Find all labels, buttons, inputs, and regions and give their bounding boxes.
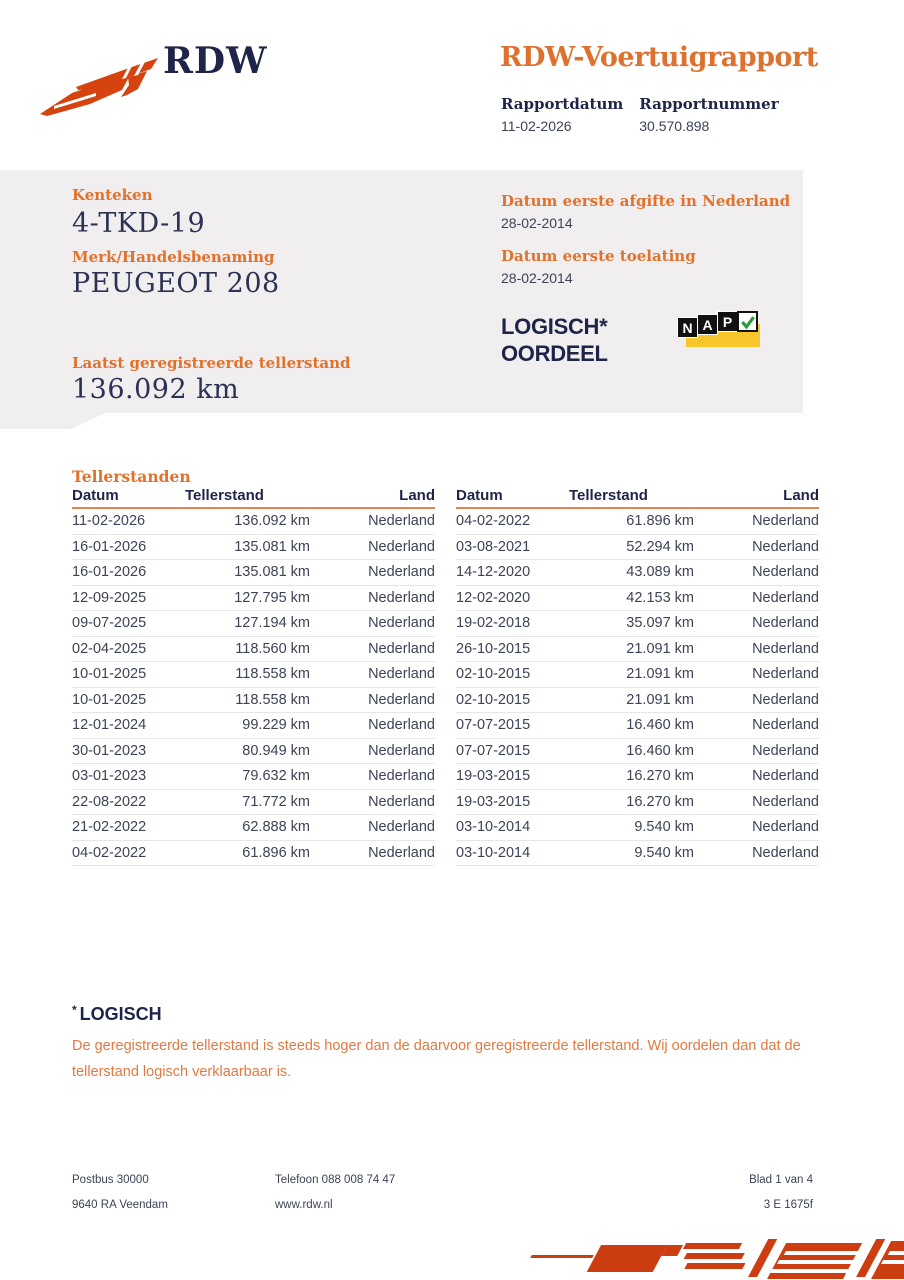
table-row <box>72 841 435 867</box>
table-cell: 04-02-2022 <box>456 513 531 530</box>
col-header-datum: Datum <box>456 487 503 504</box>
table-cell: 11-02-2026 <box>72 513 146 530</box>
summary-box-notch <box>0 413 105 429</box>
table-cell: Nederland <box>368 844 435 861</box>
table-row <box>456 764 819 790</box>
logisch-footnote <box>72 1003 812 1085</box>
table-row <box>456 841 819 867</box>
page-footer <box>72 1168 813 1218</box>
footnote-title-text: LOGISCH <box>79 1004 162 1024</box>
table-row <box>456 560 819 586</box>
tellerstanden-table-right <box>456 487 819 866</box>
col-header-land: Land <box>783 487 819 504</box>
table-cell: 10-01-2025 <box>72 666 147 683</box>
table-cell: 10-01-2025 <box>72 691 147 708</box>
toelating-label: Datum eerste toelating <box>501 247 696 265</box>
table-row <box>72 815 435 841</box>
rdw-logo-icon <box>34 50 164 120</box>
footer-address <box>72 1168 275 1218</box>
footer-doc-code: 3 E 1675f <box>763 1199 813 1211</box>
table-row <box>456 611 819 637</box>
table-cell: Nederland <box>368 768 435 785</box>
report-date-value: 11-02-2026 <box>501 118 572 134</box>
tellerstand-value: 136.092 km <box>72 374 240 405</box>
report-date-label: Rapportdatum <box>501 95 624 113</box>
table-cell: Nederland <box>752 793 819 810</box>
table-cell: 9.540 km <box>634 844 694 861</box>
report-number-block <box>639 95 778 134</box>
table-cell: 03-01-2023 <box>72 768 147 785</box>
rdw-logo-text: RDW <box>163 40 268 82</box>
table-cell: Nederland <box>368 538 435 555</box>
rdw-stripes-decoration-icon <box>520 1232 904 1280</box>
table-row <box>72 790 435 816</box>
table-cell: 19-02-2018 <box>456 615 531 632</box>
table-row <box>72 560 435 586</box>
nap-logo <box>677 310 761 352</box>
table-header-row <box>72 487 435 509</box>
table-row <box>456 688 819 714</box>
footnote-asterisk: * <box>72 1003 77 1017</box>
table-row <box>456 790 819 816</box>
table-cell: 71.772 km <box>242 793 310 810</box>
table-row <box>456 509 819 535</box>
table-cell: 127.194 km <box>234 615 310 632</box>
table-cell: 02-10-2015 <box>456 691 531 708</box>
table-header-row <box>456 487 819 509</box>
table-cell: Nederland <box>752 564 819 581</box>
table-cell: 21-02-2022 <box>72 819 147 836</box>
table-row <box>456 713 819 739</box>
table-cell: 135.081 km <box>234 538 310 555</box>
afgifte-label: Datum eerste afgifte in Nederland <box>501 192 791 210</box>
table-cell: Nederland <box>752 589 819 606</box>
merk-value: PEUGEOT 208 <box>72 268 280 299</box>
table-row <box>456 815 819 841</box>
kenteken-label: Kenteken <box>72 186 153 204</box>
table-cell: Nederland <box>368 742 435 759</box>
table-cell: 118.560 km <box>235 640 310 657</box>
table-cell: 03-10-2014 <box>456 819 531 836</box>
table-cell: 35.097 km <box>626 615 694 632</box>
table-cell: 52.294 km <box>626 538 694 555</box>
table-cell: 12-09-2025 <box>72 589 147 606</box>
oordeel-line2: OORDEEL <box>501 341 608 366</box>
footer-contact <box>275 1168 749 1218</box>
table-cell: 135.081 km <box>234 564 310 581</box>
footer-page-number: Blad 1 van 4 <box>749 1174 813 1186</box>
table-cell: Nederland <box>368 564 435 581</box>
oordeel-verdict <box>501 313 608 367</box>
table-row <box>72 611 435 637</box>
col-header-land: Land <box>399 487 435 504</box>
footer-city: 9640 RA Veendam <box>72 1199 168 1211</box>
table-row <box>456 637 819 663</box>
afgifte-value: 28-02-2014 <box>501 215 573 231</box>
table-cell: Nederland <box>752 691 819 708</box>
table-cell: Nederland <box>368 589 435 606</box>
footnote-body: De geregistreerde tellerstand is steeds hoger dan de daarvoor geregistreerde tellerstand. Wij oordelen dan dat de tellerstand logisch verklaarbaar is. <box>72 1038 801 1080</box>
report-date-block <box>501 95 623 134</box>
table-cell: Nederland <box>368 717 435 734</box>
table-cell: 43.089 km <box>626 564 694 581</box>
table-row <box>456 586 819 612</box>
table-cell: 30-01-2023 <box>72 742 147 759</box>
nap-letter-a: A <box>697 314 718 335</box>
tellerstanden-table-left <box>72 487 435 866</box>
table-cell: Nederland <box>752 717 819 734</box>
table-row <box>72 688 435 714</box>
table-row <box>456 662 819 688</box>
table-cell: Nederland <box>752 819 819 836</box>
tellerstand-label: Laatst geregistreerde tellerstand <box>72 354 351 372</box>
table-cell: 19-03-2015 <box>456 768 531 785</box>
table-row <box>72 713 435 739</box>
table-row <box>72 586 435 612</box>
table-cell: 16.270 km <box>626 768 694 785</box>
table-cell: 61.896 km <box>242 844 310 861</box>
footer-postbus: Postbus 30000 <box>72 1174 149 1186</box>
table-cell: 22-08-2022 <box>72 793 147 810</box>
table-cell: 62.888 km <box>242 819 310 836</box>
col-header-tellerstand: Tellerstand <box>569 487 648 504</box>
col-header-tellerstand: Tellerstand <box>185 487 264 504</box>
nap-letter-n: N <box>677 317 698 338</box>
table-cell: 127.795 km <box>234 589 310 606</box>
table-cell: 14-12-2020 <box>456 564 531 581</box>
table-row <box>72 764 435 790</box>
table-cell: 19-03-2015 <box>456 793 531 810</box>
table-row <box>72 637 435 663</box>
table-cell: 04-02-2022 <box>72 844 147 861</box>
oordeel-line1: LOGISCH* <box>501 314 608 339</box>
table-row <box>456 739 819 765</box>
table-cell: 07-07-2015 <box>456 717 531 734</box>
table-cell: 118.558 km <box>235 666 310 683</box>
table-row <box>72 535 435 561</box>
table-cell: 21.091 km <box>626 666 694 683</box>
table-cell: 02-10-2015 <box>456 666 531 683</box>
table-cell: 42.153 km <box>626 589 694 606</box>
table-cell: 9.540 km <box>634 819 694 836</box>
table-cell: Nederland <box>752 640 819 657</box>
table-row <box>72 509 435 535</box>
tellerstanden-title: Tellerstanden <box>72 467 191 486</box>
table-cell: 09-07-2025 <box>72 615 147 632</box>
table-cell: Nederland <box>752 538 819 555</box>
footer-phone: Telefoon 088 008 74 47 <box>275 1174 396 1186</box>
merk-label: Merk/Handelsbenaming <box>72 248 275 266</box>
footer-pageinfo <box>749 1168 813 1218</box>
nap-checkmark-icon <box>737 311 758 332</box>
table-cell: 21.091 km <box>626 691 694 708</box>
vehicle-summary-box <box>0 170 803 413</box>
table-row <box>456 535 819 561</box>
table-cell: 26-10-2015 <box>456 640 531 657</box>
table-cell: Nederland <box>752 768 819 785</box>
table-cell: Nederland <box>368 691 435 708</box>
table-cell: 02-04-2025 <box>72 640 147 657</box>
table-row <box>72 662 435 688</box>
table-cell: Nederland <box>368 666 435 683</box>
footnote-title <box>72 1003 812 1025</box>
table-cell: 03-08-2021 <box>456 538 531 555</box>
table-row <box>72 739 435 765</box>
table-cell: Nederland <box>368 793 435 810</box>
table-cell: Nederland <box>368 513 435 530</box>
nap-letter-p: P <box>717 311 738 332</box>
table-cell: Nederland <box>752 615 819 632</box>
table-cell: 16.460 km <box>626 717 694 734</box>
table-cell: 136.092 km <box>234 513 310 530</box>
table-cell: 61.896 km <box>626 513 694 530</box>
table-cell: 16.270 km <box>626 793 694 810</box>
table-cell: Nederland <box>752 666 819 683</box>
table-cell: 16.460 km <box>626 742 694 759</box>
table-cell: 16-01-2026 <box>72 538 147 555</box>
table-cell: 03-10-2014 <box>456 844 531 861</box>
table-cell: Nederland <box>368 640 435 657</box>
table-cell: 07-07-2015 <box>456 742 531 759</box>
footer-website: www.rdw.nl <box>275 1199 333 1211</box>
page-title: RDW-Voertuigrapport <box>500 42 818 73</box>
table-cell: Nederland <box>752 844 819 861</box>
report-meta <box>501 95 779 134</box>
table-cell: Nederland <box>368 615 435 632</box>
table-cell: Nederland <box>368 819 435 836</box>
report-number-value: 30.570.898 <box>639 118 710 134</box>
report-number-label: Rapportnummer <box>639 95 779 113</box>
table-cell: 12-01-2024 <box>72 717 147 734</box>
table-cell: 99.229 km <box>242 717 310 734</box>
toelating-value: 28-02-2014 <box>501 270 573 286</box>
table-cell: 80.949 km <box>242 742 310 759</box>
table-cell: 12-02-2020 <box>456 589 531 606</box>
table-cell: 79.632 km <box>242 768 310 785</box>
table-cell: Nederland <box>752 513 819 530</box>
table-cell: 21.091 km <box>626 640 694 657</box>
table-cell: 118.558 km <box>235 691 310 708</box>
table-cell: 16-01-2026 <box>72 564 147 581</box>
col-header-datum: Datum <box>72 487 119 504</box>
kenteken-value: 4-TKD-19 <box>72 208 206 239</box>
table-cell: Nederland <box>752 742 819 759</box>
